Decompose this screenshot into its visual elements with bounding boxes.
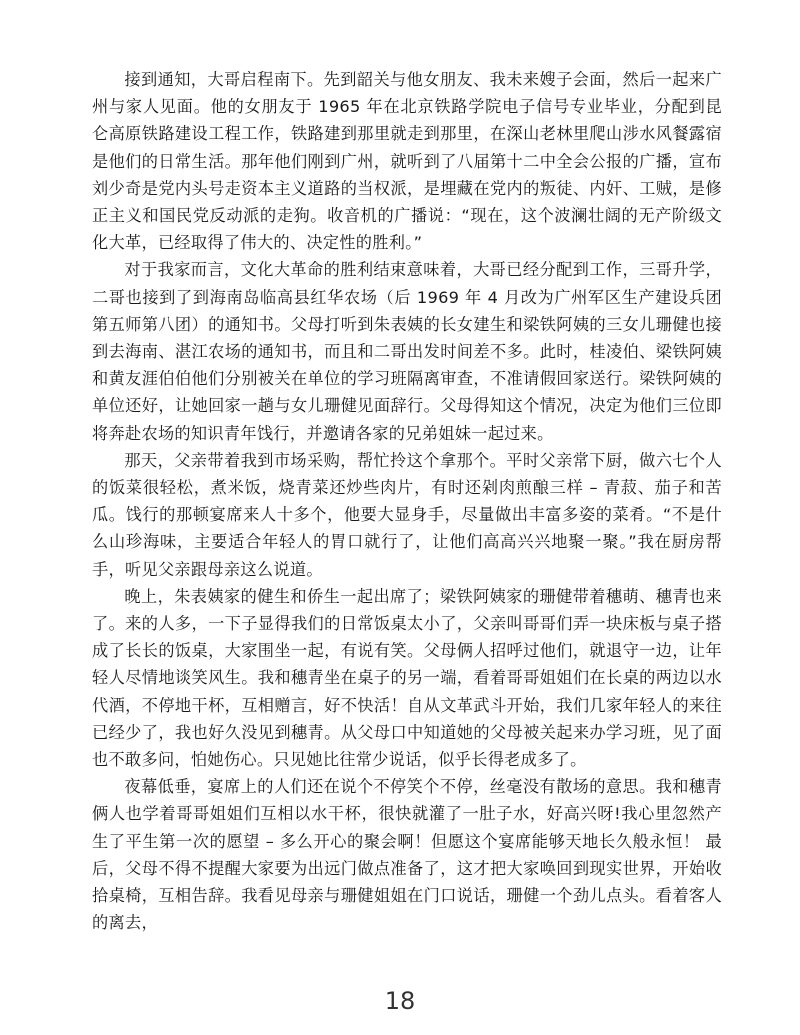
paragraph-3: 那天，父亲带着我到市场采购，帮忙拎这个拿那个。平时父亲常下厨，做六七个人的饭菜很轻松，煮米饭，烧青菜还炒些肉片，有时还剁肉煎酿三样 – 青菽、茄子和苦瓜。饯行的那顿宴席来人十多个，他要大显身手，尽量做出丰富多姿的菜肴。“不是什么山珍海味，主要适合年轻人的胃口就行了，让他们高高兴兴地聚一聚。”我在厨房帮手，听见父亲跟母亲这么说道。 bbox=[92, 450, 722, 579]
page-number: 18 bbox=[384, 987, 416, 1015]
paragraph-1: 接到通知，大哥启程南下。先到韶关与他女朋友、我未来嫂子会面，然后一起来广州与家人见面。他的女朋友于 1965 年在北京铁路学院电子信号专业毕业，分配到昆仑高原铁路建设工程工作，铁路建到那里就走到那里，在深山老林里爬山涉水风餐露宿是他们的日常生活。那年他们刚到广州，就听到了八届第十二中全会公报的广播，宣布刘少奇是党内头号走资本主义道路的当权派，是埋藏在党内的叛徒、内奸、工贼，是修正主义和国民党反动派的走狗。收音机的广播说：“现在，这个波澜壮阔的无产阶级文化大革，已经取得了伟大的、决定性的胜利。” bbox=[92, 70, 722, 253]
paragraph-2: 对于我家而言，文化大革命的胜利结束意味着，大哥已经分配到工作，三哥升学，二哥也接到了到海南岛临高县红华农场（后 1969 年 4 月改为广州军区生产建设兵团第五师第八团）的通知书。父母打听到朱表姨的长女建生和梁铁阿姨的三女儿珊健也接到去海南、湛江农场的通知书，而且和二哥出发时间差不多。此时，桂凌伯、梁铁阿姨和黄友涯伯伯他们分别被关在单位的学习班隔离审查，不准请假回家送行。梁铁阿姨的单位还好，让她回家一趟与女儿珊健见面辞行。父母得知这个情况，决定为他们三位即将奔赴农场的知识青年饯行，并邀请各家的兄弟姐妹一起过来。 bbox=[92, 260, 722, 443]
paragraph-5: 夜幕低垂，宴席上的人们还在说个不停笑个不停，丝毫没有散场的意思。我和穗青俩人也学着哥哥姐姐们互相以水干杯，很快就灌了一肚子水，好高兴呀!我心里忽然产生了平生第一次的愿望 – 多么开心的聚会啊！但愿这个宴席能够天地长久般永恒！ 最后，父母不得不提醒大家要为出远门做点准备了，这才把大家唤回到现实世界，开始收拾桌椅，互相告辞。我看见母亲与珊健姐姐在门口说话，珊健一个劲儿点头。看着客人的离去， bbox=[92, 777, 722, 933]
paragraph-4: 晚上，朱表姨家的健生和侨生一起出席了；梁铁阿姨家的珊健带着穗萌、穗青也来了。来的人多，一下子显得我们的日常饭桌太小了，父亲叫哥哥们弄一块床板与桌子搭成了长长的饭桌，大家围坐一起，有说有笑。父母俩人招呼过他们，就退守一边，让年轻人尽情地谈笑风生。我和穗青坐在桌子的另一端，看着哥哥姐姐们在长桌的两边以水代酒，不停地干杯，互相赠言，好不快活！自从文革武斗开始，我们几家年轻人的来往已经少了，我也好久没见到穗青。从父母口中知道她的父母被关起来办学习班，见了面也不敢多问，怕她伤心。只见她比往常少说话，似乎长得老成多了。 bbox=[92, 586, 722, 770]
page-body bbox=[92, 66, 722, 937]
